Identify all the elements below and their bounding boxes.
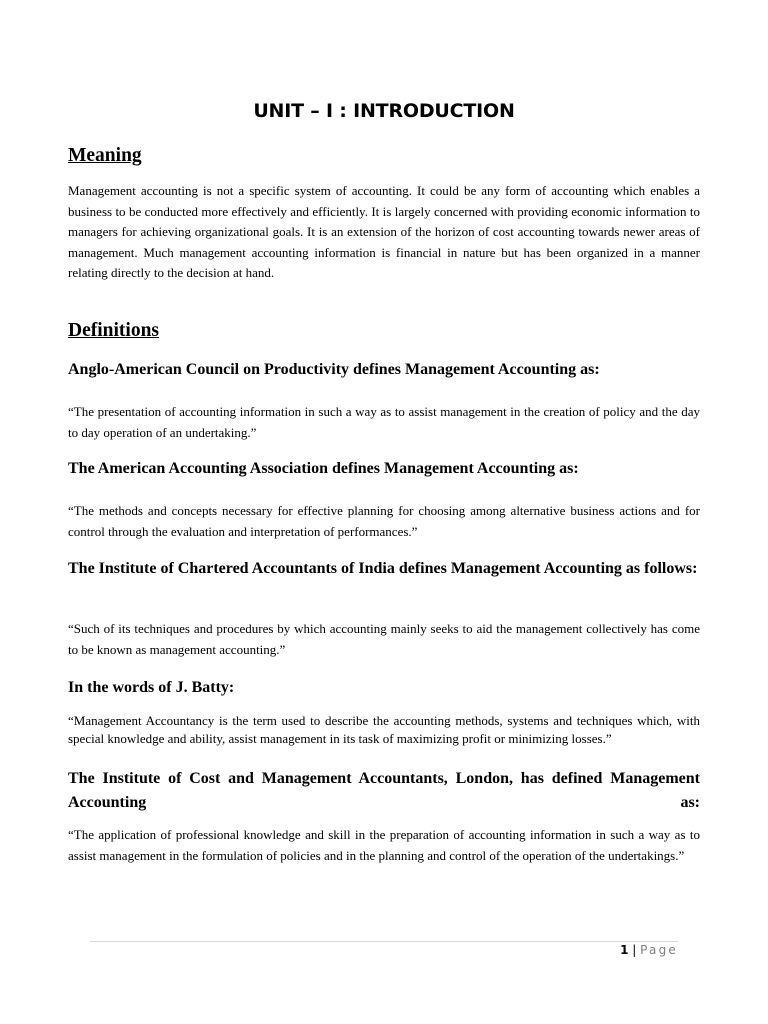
- definitions-heading: Definitions: [68, 320, 160, 341]
- definition-source-3: The Institute of Chartered Accountants of India defines Management Accounting as follows:: [68, 560, 698, 577]
- page-number: 1: [620, 943, 629, 957]
- definition-quote-3: “Such of its techniques and procedures by which accounting mainly seeks to aid the management collectively has come to be known as management accounting.”: [68, 621, 700, 657]
- meaning-heading: Meaning: [68, 145, 142, 166]
- meaning-paragraph: Management accounting is not a specific system of accounting. It could be any form of accounting which enables a business to be conducted more effectively and efficiently. It is largely concerned with providing economic information to managers for achieving organizational goals. It is an extension of the horizon of cost accounting towards newer areas of management. Much management accounting information is financial in nature but has been organized in a manner relating directly to the decision at hand.: [68, 183, 700, 280]
- definition-quote-2: “The methods and concepts necessary for effective planning for choosing among alternative business actions and for control through the evaluation and interpretation of performances.”: [68, 503, 700, 539]
- definition-quote-1: “The presentation of accounting information in such a way as to assist management in the creation of policy and the day to day operation of an undertaking.”: [68, 404, 700, 440]
- definition-source-2: The American Accounting Association defines Management Accounting as:: [68, 460, 579, 477]
- definition-quote-5: “The application of professional knowledge and skill in the preparation of accounting information in such a way as to assist management in the formulation of policies and in the planning and control of the operation of the undertakings.”: [68, 827, 700, 863]
- definition-source-5: The Institute of Cost and Management Accountants, London, has defined Management Accounting as:: [68, 770, 700, 811]
- definition-quote-4: “Management Accountancy is the term used to describe the accounting methods, systems and techniques which, with special knowledge and ability, assist management in its task of maximizing profit or minimizing losses.”: [68, 713, 700, 746]
- footer-divider: [90, 941, 678, 942]
- page-label: Page: [640, 943, 678, 957]
- footer-separator: |: [632, 943, 637, 957]
- page-title: UNIT – I : INTRODUCTION: [253, 100, 515, 122]
- page-footer: [620, 943, 678, 957]
- definition-source-1: Anglo-American Council on Productivity defines Management Accounting as:: [68, 361, 600, 378]
- definition-source-4: In the words of J. Batty:: [68, 679, 235, 696]
